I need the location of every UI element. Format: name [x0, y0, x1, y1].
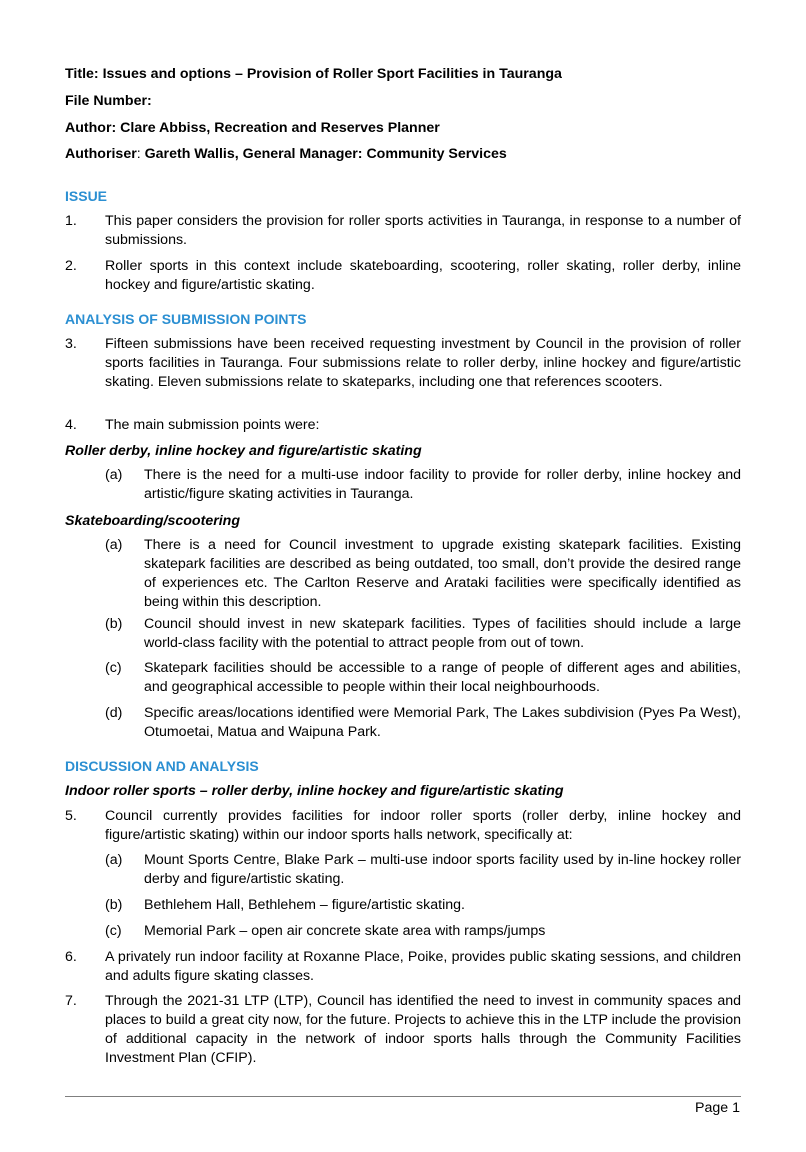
document-title: Title: Issues and options – Provision of Roller Sport Facilities in Tauranga — [65, 66, 562, 82]
paragraph-text: This paper considers the provision for roller sports activities in Tauranga, in response to a number of submissions. — [105, 213, 741, 248]
paragraph-number: 2. — [65, 258, 77, 274]
paragraph-text: Through the 2021-31 LTP (LTP), Council has identified the need to invest in community spaces and places to build a great city now, for the future. Projects to achieve this in the LTP include the provision of additional capacity in the network of indoor sports halls through the Community Facilities Investment Plan (CFIP). — [105, 993, 741, 1066]
paragraph-number: 3. — [65, 336, 77, 352]
list-item-letter: (a) — [105, 537, 123, 553]
list-item-letter: (a) — [105, 467, 123, 483]
list-item — [105, 659, 741, 697]
list-item-letter: (c) — [105, 660, 122, 676]
paragraph-text: The main submission points were: — [105, 417, 320, 433]
list-item-letter: (b) — [105, 616, 123, 632]
page-number: Page 1 — [695, 1100, 740, 1116]
list-item-letter: (b) — [105, 897, 123, 913]
subheading-indoor: Indoor roller sports – roller derby, inline hockey and figure/artistic skating — [65, 783, 564, 799]
authoriser-label: Authoriser — [65, 146, 137, 162]
list-item-text: Skatepark facilities should be accessible to a range of people of different ages and abilities, and geographical accessible to people within their local neighbourhoods. — [144, 660, 741, 695]
list-item-text: Council should invest in new skatepark facilities. Types of facilities should include a large world-class facility with the potential to attract people from out of town. — [144, 616, 741, 651]
section-heading-analysis: ANALYSIS OF SUBMISSION POINTS — [65, 311, 307, 327]
list-item-letter: (c) — [105, 923, 122, 939]
file-number: File Number: — [65, 93, 152, 109]
paragraph-text: Council currently provides facilities for indoor roller sports (roller derby, inline hockey and figure/artistic skating) within our indoor sports halls network, specifically at: — [105, 808, 741, 843]
paragraph-6 — [65, 948, 741, 986]
section-heading-issue: ISSUE — [65, 188, 108, 204]
section-heading-discussion: DISCUSSION AND ANALYSIS — [65, 758, 259, 774]
paragraph-number: 5. — [65, 808, 77, 824]
paragraph-number: 6. — [65, 949, 77, 965]
authoriser-value: Gareth Wallis, General Manager: Community Services — [140, 146, 507, 162]
subheading-roller-derby: Roller derby, inline hockey and figure/artistic skating — [65, 443, 422, 459]
list-item-letter: (d) — [105, 705, 123, 721]
footer-divider — [65, 1096, 741, 1097]
paragraph-1 — [65, 212, 741, 250]
author: Author: Clare Abbiss, Recreation and Reserves Planner — [65, 120, 440, 136]
paragraph-3 — [65, 335, 741, 392]
list-item — [105, 704, 741, 742]
list-item — [105, 466, 741, 504]
list-item — [105, 536, 741, 612]
list-item-letter: (a) — [105, 852, 123, 868]
paragraph-number: 1. — [65, 213, 77, 229]
paragraph-4 — [65, 416, 741, 435]
paragraph-number: 7. — [65, 993, 77, 1009]
authoriser — [65, 145, 507, 163]
list-item — [105, 851, 741, 889]
paragraph-7 — [65, 992, 741, 1068]
paragraph-5 — [65, 807, 741, 845]
paragraph-text: Fifteen submissions have been received requesting investment by Council in the provision of roller sports facilities in Tauranga. Four submissions relate to roller derby, inline hockey and figure/artistic skating. Eleven submissions relate to skateparks, including one that references scooters. — [105, 336, 741, 390]
list-item-text: There is the need for a multi-use indoor facility to provide for roller derby, inline hockey and artistic/figure skating activities in Tauranga. — [144, 467, 741, 502]
list-item — [105, 615, 741, 653]
list-item-text: Specific areas/locations identified were Memorial Park, The Lakes subdivision (Pyes Pa West), Otumoetai, Matua and Waipuna Park. — [144, 705, 741, 740]
paragraph-text: Roller sports in this context include skateboarding, scootering, roller skating, roller derby, inline hockey and figure/artistic skating. — [105, 258, 741, 293]
list-item-text: Bethlehem Hall, Bethlehem – figure/artistic skating. — [144, 897, 465, 913]
subheading-skateboarding: Skateboarding/scootering — [65, 513, 241, 529]
authoriser-colon: : — [136, 146, 141, 162]
list-item-text: Mount Sports Centre, Blake Park – multi-use indoor sports facility used by in-line hockey roller derby and figure/artistic skating. — [144, 852, 741, 887]
list-item-text: Memorial Park – open air concrete skate area with ramps/jumps — [144, 923, 546, 939]
paragraph-2 — [65, 257, 741, 295]
paragraph-number: 4. — [65, 417, 77, 433]
list-item-text: There is a need for Council investment to upgrade existing skatepark facilities. Existing skatepark facilities are described as being outdated, too small, don’t provide the desired range of experiences etc. The Carlton Reserve and Arataki facilities were specifically identified as being within this description. — [144, 537, 741, 610]
list-item — [105, 896, 741, 915]
paragraph-text: A privately run indoor facility at Roxanne Place, Poike, provides public skating sessions, and children and adults figure skating classes. — [105, 949, 741, 984]
list-item — [105, 922, 741, 941]
